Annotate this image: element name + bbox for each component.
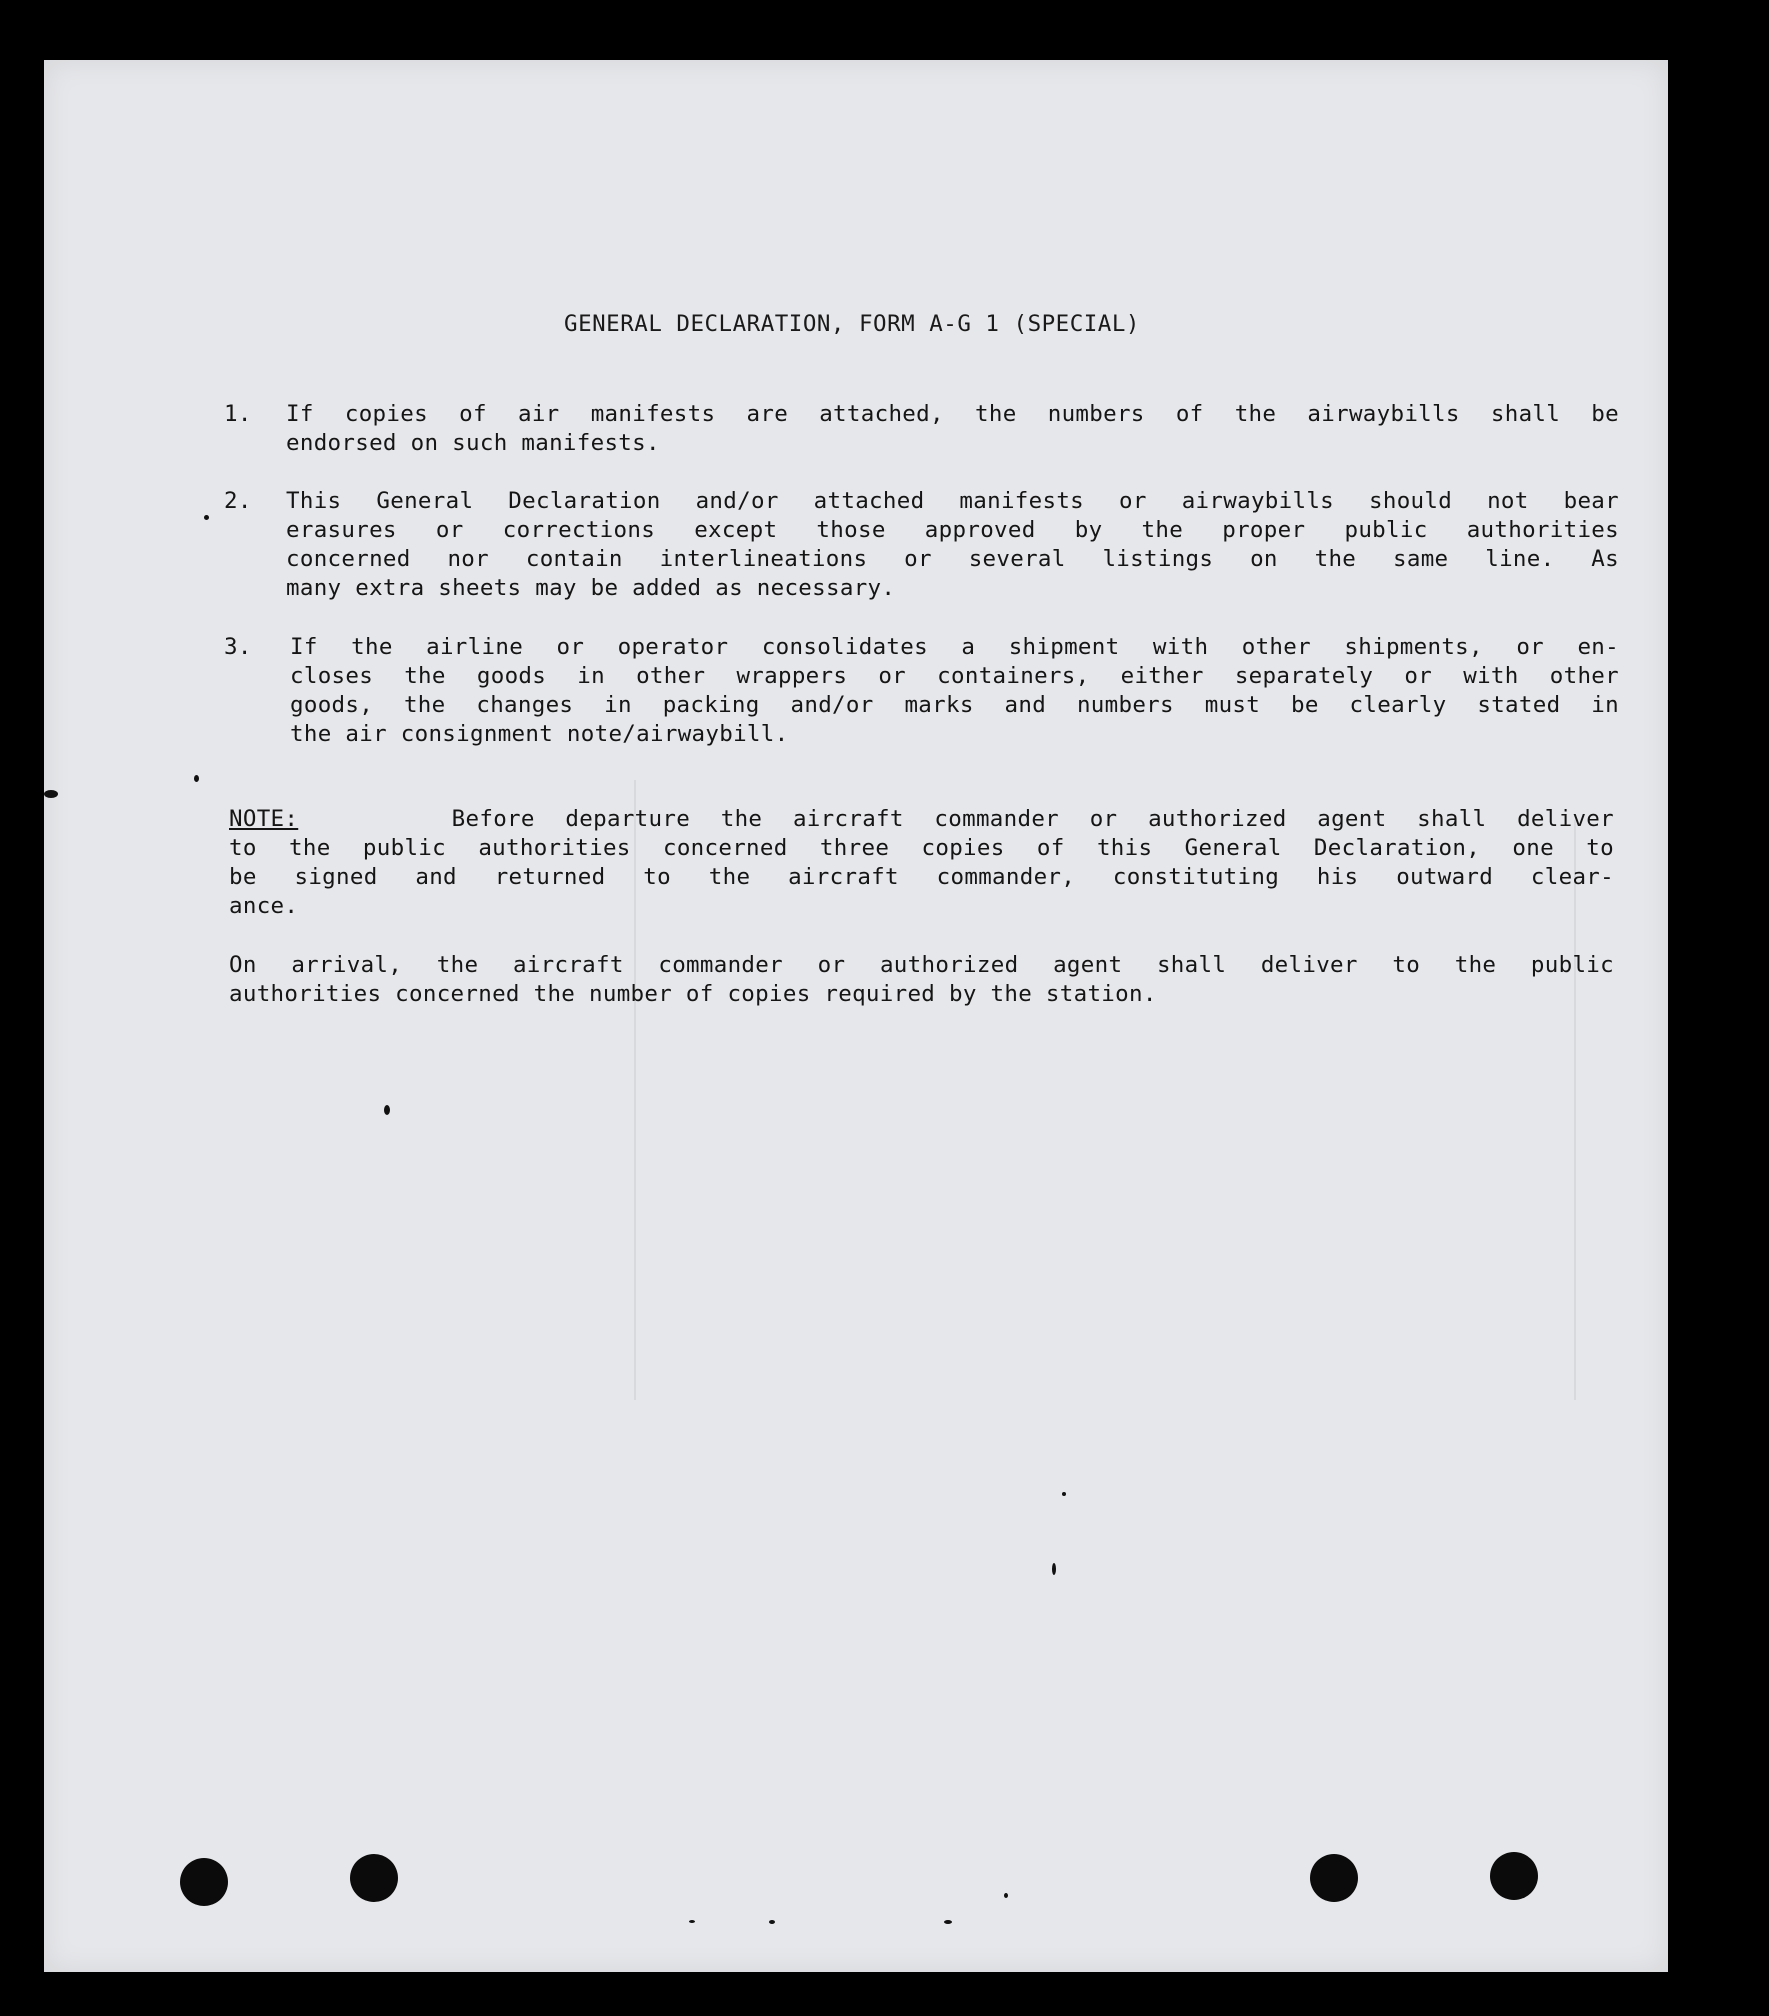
punch-hole <box>180 1858 228 1906</box>
note-first-line <box>229 805 1614 834</box>
note-line: to the public authorities concerned three copies of this General Declaration, one to <box>229 835 1614 861</box>
item-line: the air consignment note/airwaybill. <box>290 721 789 747</box>
item-text <box>286 487 1619 603</box>
item-line: concerned nor contain interlineations or several listings on the same line. As <box>286 546 1619 572</box>
list-item <box>224 400 1619 460</box>
document-title-text: GENERAL DECLARATION, FORM A-G 1 (SPECIAL) <box>564 311 1140 337</box>
note-label: NOTE: <box>229 806 299 832</box>
item-number: 1. <box>224 401 252 427</box>
scan-speck <box>1004 1893 1008 1898</box>
document-page <box>44 60 1668 1972</box>
scan-speck <box>204 515 209 520</box>
scan-speck <box>194 775 199 782</box>
scan-speck <box>769 1920 775 1924</box>
item-line: endorsed on such manifests. <box>286 430 660 456</box>
list-item <box>224 487 1619 607</box>
note-line: be signed and returned to the aircraft commander, constituting his outward clear- <box>229 864 1614 890</box>
item-line: many extra sheets may be added as necessary. <box>286 575 896 601</box>
item-number: 2. <box>224 488 252 514</box>
arrival-line: On arrival, the aircraft commander or authorized agent shall deliver to the public <box>229 952 1614 978</box>
item-line: erasures or corrections except those approved by the proper public authorities <box>286 517 1619 543</box>
scan-speck <box>44 790 58 798</box>
item-line: This General Declaration and/or attached manifests or airwaybills should not bear <box>286 488 1619 514</box>
document-title <box>44 310 1668 339</box>
punch-hole <box>1310 1854 1358 1902</box>
note-line: Before departure the aircraft commander or authorized agent shall deliver <box>451 806 1614 832</box>
item-line: If copies of air manifests are attached, the numbers of the airwaybills shall be <box>286 401 1619 427</box>
note-line: ance. <box>229 893 299 919</box>
item-line: goods, the changes in packing and/or marks and numbers must be clearly stated in <box>290 692 1619 718</box>
punch-hole <box>1490 1852 1538 1900</box>
item-line: closes the goods in other wrappers or containers, either separately or with other <box>290 663 1619 689</box>
item-text <box>286 400 1619 458</box>
punch-hole <box>350 1854 398 1902</box>
scan-speck <box>1052 1563 1056 1575</box>
list-item <box>224 633 1619 753</box>
scan-speck <box>944 1920 952 1924</box>
item-line: If the airline or operator consolidates a shipment with other shipments, or en- <box>290 634 1619 660</box>
note-paragraph <box>229 805 1614 921</box>
arrival-paragraph <box>229 951 1614 1009</box>
item-text <box>290 633 1619 749</box>
arrival-line: authorities concerned the number of copies required by the station. <box>229 981 1157 1007</box>
item-number: 3. <box>224 634 252 660</box>
scan-speck <box>689 1920 695 1923</box>
scan-speck <box>384 1105 390 1115</box>
scan-speck <box>1062 1492 1066 1496</box>
